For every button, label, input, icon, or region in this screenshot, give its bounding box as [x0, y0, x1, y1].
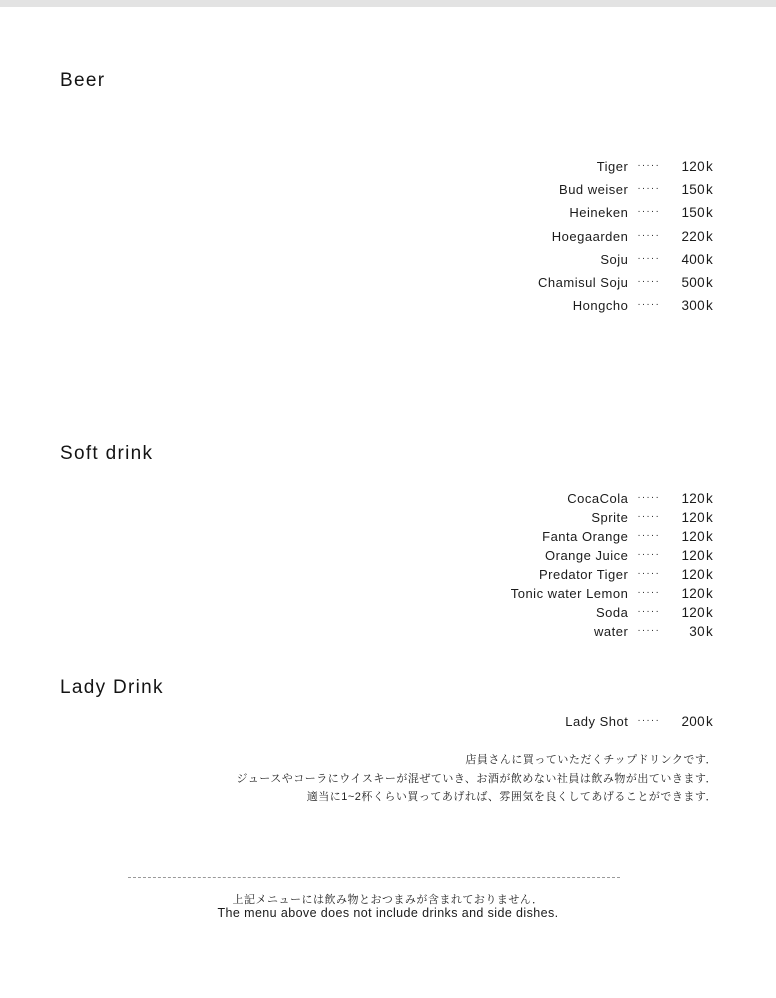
menu-item-row — [538, 248, 713, 271]
menu-item-row — [538, 155, 713, 178]
item-name: Bud weiser — [559, 182, 629, 198]
dotted-leader-icon: ····· — [637, 206, 660, 218]
item-name: Chamisul Soju — [538, 275, 629, 291]
item-price: 120 k — [681, 567, 713, 582]
menu-item-row — [511, 603, 713, 622]
dotted-leader-icon: ····· — [637, 568, 660, 579]
lady-drink-notes — [237, 751, 717, 807]
item-price: 300 k — [681, 298, 713, 314]
menu-item-row — [511, 508, 713, 527]
dotted-leader-icon: ····· — [637, 715, 660, 726]
item-name: Lady Shot — [565, 714, 629, 729]
note-line: 店員さんに買っていただくチップドリンクです． — [465, 754, 717, 766]
item-price: 150 k — [681, 205, 713, 221]
menu-item-row — [538, 294, 713, 317]
item-price: 120 k — [681, 159, 713, 175]
beer-item-list — [538, 155, 713, 317]
item-price: 120 k — [681, 586, 713, 601]
dotted-leader-icon: ····· — [637, 492, 660, 503]
footer-divider-line — [128, 877, 620, 878]
item-name: Soda — [595, 605, 629, 620]
menu-item-row — [538, 201, 713, 224]
item-name: Fanta Orange — [542, 529, 629, 544]
item-name: water — [594, 624, 629, 639]
menu-item-row — [511, 546, 713, 565]
item-name: Hoegaarden — [551, 228, 629, 244]
menu-item-row — [511, 565, 713, 584]
menu-item-row — [538, 178, 713, 201]
note-line: 適当に1~2杯くらい買ってあげれば、雰囲気を良くしてあげることができます． — [306, 791, 717, 804]
dotted-leader-icon: ····· — [637, 625, 660, 636]
item-name: Predator Tiger — [538, 567, 629, 582]
item-price: 150 k — [681, 182, 713, 198]
soft-drink-item-list — [511, 489, 713, 641]
footer-note-japanese: 上記メニューには飲み物とおつまみが含まれておりません． — [232, 894, 544, 906]
dotted-leader-icon: ····· — [637, 276, 660, 288]
dotted-leader-icon: ····· — [637, 587, 660, 598]
item-price: 120 k — [681, 548, 713, 563]
item-price: 120 k — [681, 510, 713, 525]
dotted-leader-icon: ····· — [637, 229, 660, 241]
dotted-leader-icon: ····· — [637, 549, 660, 560]
item-price: 120 k — [681, 491, 713, 506]
dotted-leader-icon: ····· — [637, 252, 660, 264]
item-name: Soju — [600, 251, 629, 267]
section-title-lady-drink: Lady Drink — [60, 677, 164, 698]
dotted-leader-icon: ····· — [637, 160, 660, 172]
dotted-leader-icon: ····· — [637, 183, 660, 195]
item-price: 220 k — [681, 228, 713, 244]
item-name: Heineken — [569, 205, 629, 221]
item-name: Hongcho — [572, 298, 629, 314]
menu-item-row — [511, 622, 713, 641]
item-price: 120 k — [681, 529, 713, 544]
dotted-leader-icon: ····· — [637, 530, 660, 541]
page-top-edge — [0, 0, 776, 7]
item-price: 30 k — [689, 624, 713, 639]
section-title-soft-drink: Soft drink — [60, 443, 154, 464]
menu-item-row — [565, 712, 713, 731]
item-name: Orange Juice — [545, 548, 629, 563]
menu-item-row — [511, 489, 713, 508]
dotted-leader-icon: ····· — [637, 511, 660, 522]
item-price: 120 k — [681, 605, 713, 620]
item-price: 400 k — [681, 251, 713, 267]
item-price: 500 k — [681, 275, 713, 291]
menu-item-row — [538, 225, 713, 248]
menu-item-row — [538, 271, 713, 294]
footer-note-english: The menu above does not include drinks and side dishes. — [217, 906, 559, 920]
item-name: Tiger — [596, 159, 629, 175]
item-name: Sprite — [591, 510, 629, 525]
dotted-leader-icon: ····· — [637, 606, 660, 617]
menu-item-row — [511, 584, 713, 603]
menu-item-row — [511, 527, 713, 546]
item-name: CocaCola — [567, 491, 629, 506]
note-line: ジュースやコーラにウイスキーが混ぜていき、お酒が飲めない社員は飲み物が出ていきます． — [236, 772, 717, 785]
item-price: 200 k — [681, 714, 713, 729]
item-name: Tonic water Lemon — [510, 586, 629, 601]
lady-drink-item-list — [565, 712, 713, 731]
section-title-beer: Beer — [60, 70, 106, 91]
dotted-leader-icon: ····· — [637, 299, 660, 311]
